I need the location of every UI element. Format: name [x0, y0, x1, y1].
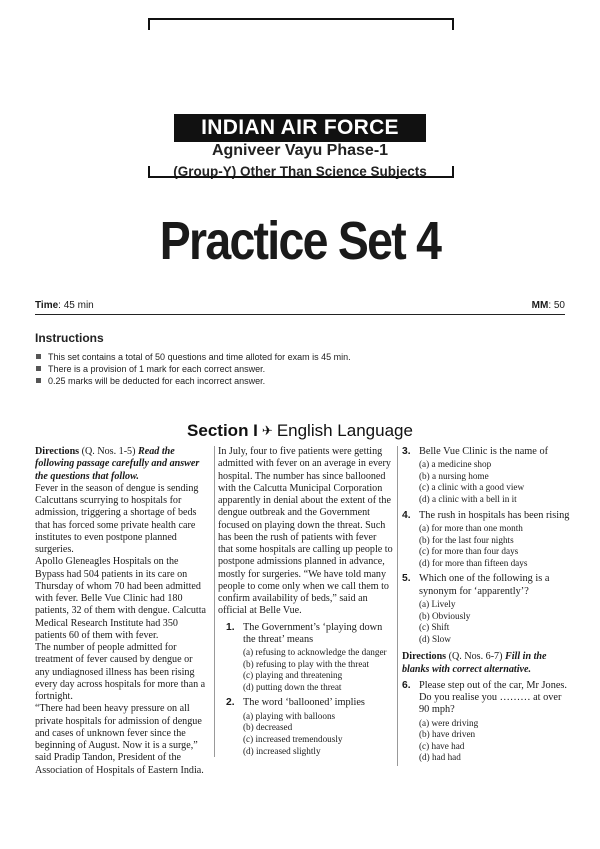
question-number: 1. — [226, 621, 235, 633]
marks-info — [532, 300, 565, 311]
divider — [35, 314, 565, 315]
option: (d) putting down the threat — [243, 681, 342, 692]
option: (d) Slow — [419, 633, 451, 644]
options-list — [419, 718, 572, 764]
passage-paragraph: Apollo Gleneagles Hospitals on the Bypass had 504 patients in its care on Thursday of whom 70 had been admitted with fever. Belle Vue Clinic had 180 patients, 32 of them with dengue. Calcutta Medical Research Institute had 350 patients 60 of them with fever. — [35, 556, 206, 641]
option: (a) Lively — [419, 598, 456, 609]
question-text: The word ‘ballooned’ implies — [243, 697, 365, 709]
question — [402, 510, 572, 522]
page-title: Practice Set 4 — [159, 211, 441, 271]
directions-label: Directions — [35, 446, 80, 457]
question — [402, 446, 572, 458]
header-bracket-bottom — [148, 166, 454, 178]
column-3 — [397, 446, 572, 766]
question — [226, 697, 393, 709]
section-heading — [0, 421, 600, 441]
question-number: 2. — [226, 697, 235, 709]
directions — [35, 446, 207, 483]
option: (a) playing with balloons — [243, 710, 336, 721]
option: (b) refusing to play with the threat — [243, 658, 370, 669]
options-list — [419, 523, 572, 569]
option: (b) for the last four nights — [419, 534, 514, 545]
option: (a) refusing to acknowledge the danger — [243, 647, 387, 658]
option: (c) Shift — [419, 622, 450, 633]
question-text: Please step out of the car, Mr Jones. Do you realise you ……… at over 90 mph? — [419, 679, 567, 716]
question-number: 6. — [402, 679, 411, 691]
question — [402, 680, 572, 717]
passage-paragraph: In July, four to five patients were getting admitted with fever on an average in every hospital. The number has since ballooned with the Calcutta Municipal Corporation apparently in denial about the extent of the dengue outbreak and the Government focused on playing down the threat. Such has been the rush of patients with fever that some hospitals are calling up people to postpone admissions planned in advance, mostly for surgeries. “We have told many people to come only when we call them to confirm availability of beds,” said an official at Belle Vue. — [218, 446, 393, 617]
header-bracket-top — [148, 18, 454, 30]
column-2 — [214, 446, 393, 757]
section-name: Section I — [187, 421, 258, 440]
option: (a) were driving — [419, 717, 479, 728]
question-number: 5. — [402, 573, 411, 585]
question-text: The Government’s ‘playing down the threat’ means — [243, 621, 383, 645]
question-text: Belle Vue Clinic is the name of — [419, 446, 549, 457]
option: (d) had had — [419, 752, 461, 763]
directions-range: (Q. Nos. 1-5) — [81, 446, 136, 457]
marks-label: MM — [531, 300, 549, 311]
option: (c) a clinic with a good view — [419, 482, 525, 493]
option: (c) increased tremendously — [243, 733, 343, 744]
question — [402, 573, 572, 598]
option: (d) for more than fifteen days — [419, 557, 528, 568]
question-number: 4. — [402, 509, 411, 521]
option: (c) have had — [419, 740, 465, 751]
question-number: 3. — [402, 446, 411, 457]
options-list — [419, 599, 572, 645]
instructions-heading: Instructions — [35, 331, 104, 345]
instruction-item: 0.25 marks will be deducted for each incorrect answer. — [36, 375, 351, 387]
option: (d) increased slightly — [243, 745, 321, 756]
directions — [402, 651, 572, 676]
question-text: The rush in hospitals has been rising — [419, 509, 570, 521]
option: (b) have driven — [419, 729, 476, 740]
instruction-item: This set contains a total of 50 questions and time alloted for exam is 45 min. — [36, 351, 351, 363]
column-1 — [35, 446, 207, 777]
directions-text: Read the following passage carefully and answer the questions that follow. — [35, 446, 200, 482]
time-label: Time — [35, 300, 59, 311]
airplane-icon: ✈ — [261, 423, 273, 438]
instructions-list — [36, 351, 351, 387]
marks-value: : 50 — [548, 300, 565, 311]
options-list — [243, 711, 393, 757]
options-list — [419, 459, 572, 505]
option: (b) decreased — [243, 722, 293, 733]
passage-paragraph: Fever in the season of dengue is sending Calcuttans scurrying to hospitals for admission, triggering a shortage of beds that has forced some private health care institutes to even postpone planned surgeries. — [35, 482, 199, 555]
option: (c) for more than four days — [419, 546, 519, 557]
option: (d) a clinic with a bell in it — [419, 494, 517, 505]
exam-group: (Group-Y) Other Than Science Subjects — [173, 164, 427, 179]
brand-banner: INDIAN AIR FORCE — [174, 114, 426, 142]
exam-subtitle: Agniveer Vayu Phase-1 — [211, 142, 389, 159]
question — [226, 622, 393, 647]
options-list — [243, 647, 393, 693]
option: (a) for more than one month — [419, 522, 523, 533]
directions-label: Directions — [402, 651, 447, 663]
time-value: : 45 min — [58, 300, 94, 311]
question-text: Which one of the following is a synonym for ‘apparently’? — [419, 573, 550, 597]
section-subject: English Language — [276, 421, 413, 440]
passage-paragraph: The number of people admitted for treatment of fever caused by dengue or any undiagnosed illness has been rising every day across hospitals for more than a fortnight. — [35, 642, 206, 702]
option: (b) Obviously — [419, 610, 471, 621]
option: (b) a nursing home — [419, 470, 489, 481]
time-info — [35, 300, 94, 311]
directions-text: Fill in the blanks with correct alternative. — [402, 651, 547, 675]
directions-range: (Q. Nos. 6-7) — [448, 651, 503, 663]
passage-paragraph: “There had been heavy pressure on all private hospitals for admission of dengue and cases of unknown fever since the beginning of August. Now it is a surge,” said Pradip Tandon, President of the Association of Hospitals of Eastern India. — [35, 703, 204, 776]
option: (a) a medicine shop — [419, 459, 492, 470]
option: (c) playing and threatening — [243, 670, 343, 681]
instruction-item: There is a provision of 1 mark for each correct answer. — [36, 363, 351, 375]
